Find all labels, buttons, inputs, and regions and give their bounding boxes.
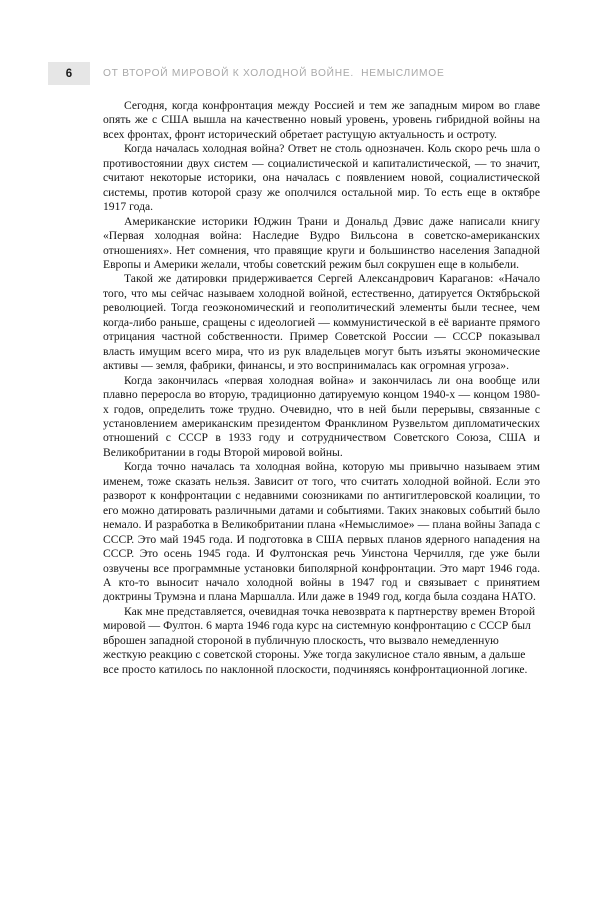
page-number: 6 <box>65 67 73 80</box>
body-paragraph: Сегодня, когда конфронтация между Россией и тем же западным миром во главе опять же с США вышла на качественно новый уровень, уровень гибридной войны на всех фронтах, фронт исторический обретает растущую актуальность и остроту. <box>103 99 540 141</box>
page-number-box <box>48 62 90 85</box>
body-text-column <box>103 99 540 677</box>
running-head-title: ОТ ВТОРОЙ МИРОВОЙ К ХОЛОДНОЙ ВОЙНЕ. НЕМЫСЛИМОЕ <box>103 68 445 79</box>
running-head <box>48 62 548 85</box>
body-paragraph: Такой же датировки придерживается Сергей Александрович Караганов: «Начало того, что мы сейчас называем холодной войной, естественно, датируется Октябрьской революцией. Тогда геоэкономический и геополитический элементы были теснее, чем когда-либо раньше, сращены с идеологией — коммунистической в её варианте прямого отрицания частной собственности. Пример Советской России — СССР показывал власть имущим всего мира, что из рук владельцев могут быть изъяты экономические активы — земля, фабрики, финансы, и это воспринималась как огромная угроза». <box>103 272 540 373</box>
body-paragraph: Когда началась холодная война? Ответ не столь однозначен. Коль скоро речь шла о противостоянии двух систем — социалистической и капиталистической, — то значит, считают некоторые историки, она началась с появлением новой, социалистической системы, против которой сразу же ополчился остальной мир. То есть еще в октябре 1917 года. <box>103 142 540 214</box>
body-paragraph: Когда закончилась «первая холодная война» и закончилась ли она вообще или плавно переросла во вторую, традиционно датируемую концом 1940-х — концом 1980-х годов, определить тоже трудно. Очевидно, что в ней были перерывы, связанные с установлением американским президентом Франклином Рузвельтом дипломатических отношений с СССР в 1933 году и сотрудничеством Советского Союза, США и Великобритании в годы Второй мировой войны. <box>103 373 540 459</box>
body-paragraph: Как мне представляется, очевидная точка невозврата к партнерству времен Второй мировой — Фултон. 6 марта 1946 года курс на системную конфронтацию с СССР был вброшен западной стороной в публичную плоскость, что вызвало немедленную жесткую реакцию с советской стороны. Уже тогда закулисное стало явным, а дальше все просто катилось по наклонной плоскости, подчиняясь конфронтационной логике. <box>103 604 536 676</box>
body-paragraph: Когда точно началась та холодная война, которую мы привычно называем этим именем, тоже сказать нельзя. Зависит от того, что считать холодной войной. Если это разворот к конфронтации с недавними союзниками по антигитлеровской коалиции, то его можно датировать различными датами и событиями. Таких знаковых событий было немало. И разработка в Великобритании плана «Немыслимое» — плана войны Запада с СССР. Это май 1945 года. И подготовка в США первых планов ядерного нападения на СССР. Это осень 1945 года. И Фултонская речь Уинстона Черчилля, где уже были озвучены все программные установки биполярной конфронтации. Это март 1946 года. А кто-то выносит начало холодной войны в 1947 год и связывает с принятием доктрины Трумэна и плана Маршалла. Или даже в 1949 год, когда была создана НАТО. <box>103 460 540 604</box>
body-paragraph: Американские историки Юджин Трани и Дональд Дэвис даже написали книгу «Первая холодная война: Наследие Вудро Вильсона в советско-американских отношениях». Нет сомнения, что правящие круги и большинство населения Западной Европы и Америки желали, чтобы советский режим был сокрушен еще в колыбели. <box>103 214 540 271</box>
